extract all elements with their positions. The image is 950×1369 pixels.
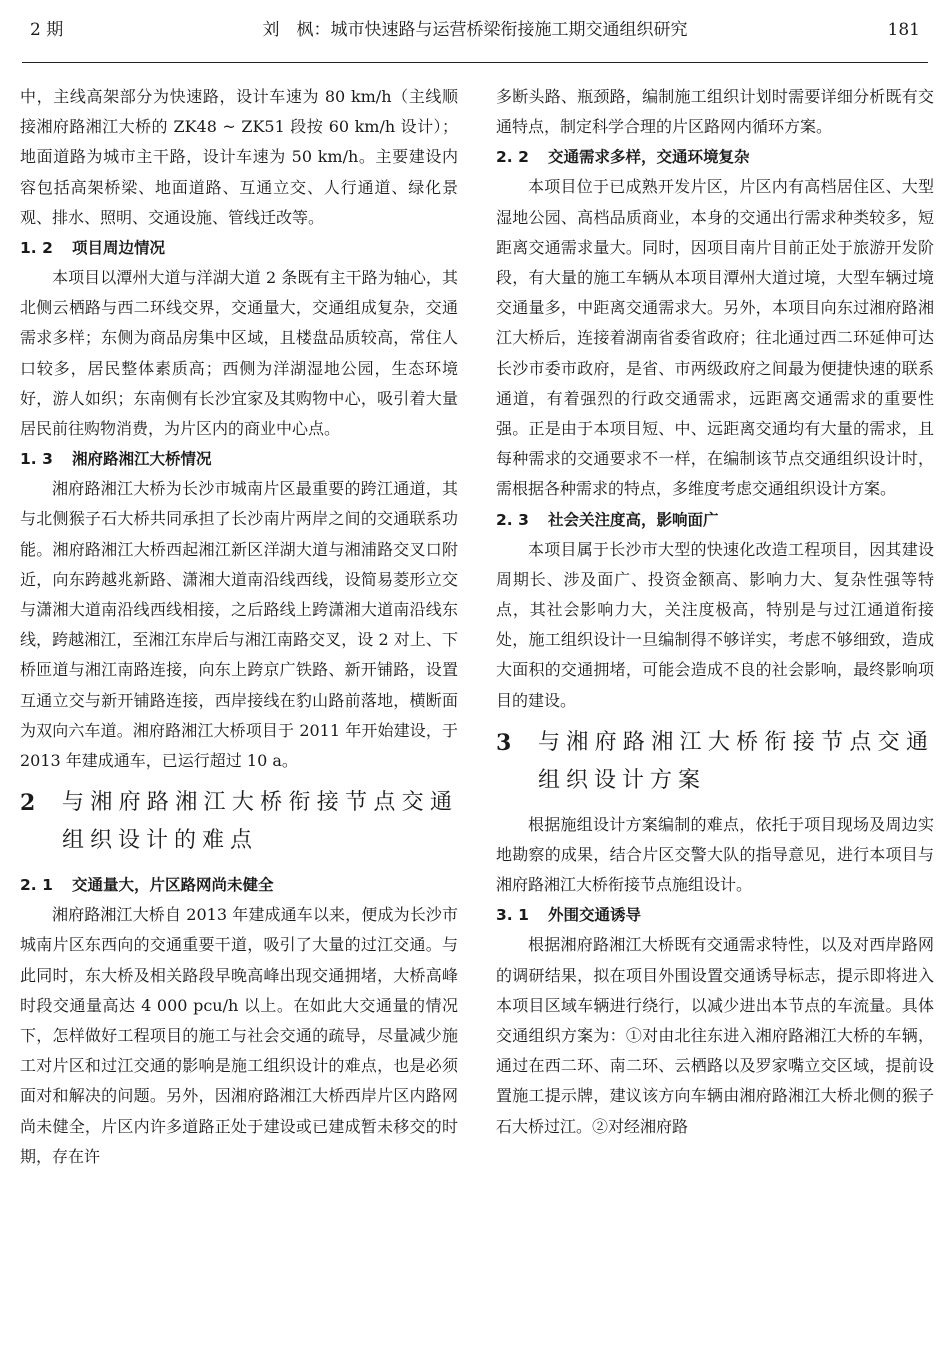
section-heading-2-1	[20, 870, 458, 900]
section-number: 2. 2	[496, 148, 529, 167]
section-number: 2. 1	[20, 876, 53, 895]
paragraph: 根据施组设计方案编制的难点，依托于项目现场及周边实地勘察的成果，结合片区交警大队的指导意见，进行本项目与湘府路湘江大桥衔接节点施组设计。	[496, 814, 934, 895]
section-number: 1. 2	[20, 239, 53, 258]
header-rule	[22, 62, 928, 63]
chapter-heading-3	[496, 724, 934, 800]
left-column	[20, 82, 458, 1172]
section-title: 社会关注度高，影响面广	[548, 510, 719, 529]
running-header	[22, 10, 928, 50]
paragraph: 多断头路、瓶颈路，编制施工组织计划时需要详细分析既有交通特点，制定科学合理的片区路网内循环方案。	[496, 87, 934, 137]
section-heading-2-3	[496, 505, 934, 535]
section-title: 湘府路湘江大桥情况	[72, 450, 212, 469]
chapter-heading-2	[20, 784, 458, 860]
section-title: 交通需求多样，交通环境复杂	[548, 148, 750, 167]
paragraph: 根据湘府路湘江大桥既有交通需求特性，以及对西岸路网的调研结果，拟在项目外围设置交通诱导标志，提示即将进入本项目区域车辆进行绕行，以减少进出本节点的车流量。具体交通组织方案为：①对由北往东进入湘府路湘江大桥的车辆，通过在西二环、南二环、云栖路以及罗家嘴立交区域，提前设置施工提示牌，建议该方向车辆由湘府路湘江大桥北侧的猴子石大桥过江。②对经湘府路	[496, 935, 934, 1136]
chapter-title: 与湘府路湘江大桥衔接节点交通组织设计方案	[538, 729, 934, 793]
paragraph: 本项目以潭州大道与洋湖大道 2 条既有主干路为轴心，其北侧云栖路与西二环线交界，交通量大，交通组成复杂，交通需求多样；东侧为商品房集中区域，且楼盘品质较高，常住人口较多，居民整体素质高；西侧为洋湖湿地公园，生态环境好，游人如织；东南侧有长沙宜家及其购物中心，吸引着大量居民前往购物消费，为片区内的商业中心点。	[20, 268, 458, 439]
running-title: 刘 枫：城市快速路与运营桥梁衔接施工期交通组织研究	[262, 20, 688, 40]
section-title: 项目周边情况	[72, 239, 166, 258]
section-title: 外围交通诱导	[548, 906, 642, 925]
section-heading-2-2	[496, 142, 934, 172]
paragraph: 本项目位于已成熟开发片区，片区内有高档居住区、大型湿地公园、高档品质商业，本身的交通出行需求种类较多，短距离交通需求量大。同时，因项目南片目前正处于旅游开发阶段，有大量的施工车辆从本项目潭州大道过境，大型车辆过境交通量多，中距离交通需求大。另外，本项目向东过湘府路湘江大桥后，连接着湖南省委省政府；往北通过西二环延伸可达长沙市委市政府，是省、市两级政府之间最为便捷快速的联系通道，有着强烈的行政交通需求，远距离交通需求的重要性强。正是由于本项目短、中、远距离交通均有大量的需求，且每种需求的交通要求不一样，在编制该节点交通组织设计时，需根据各种需求的特点，多维度考虑交通组织设计方案。	[496, 177, 934, 499]
section-number: 3. 1	[496, 906, 529, 925]
section-number: 1. 3	[20, 450, 53, 469]
paragraph: 中，主线高架部分为快速路，设计车速为 80 km/h（主线顺接湘府路湘江大桥的 ZK48 ~ ZK51 段按 60 km/h 设计）；地面道路为城市主干路，设计车速为 50 km/h。主要建设内容包括高架桥梁、地面道路、互通立交、人行通道、绿化景观、排水、照明、交通设施、管线迁改等。	[20, 87, 458, 227]
right-column	[496, 82, 934, 1142]
chapter-title: 与湘府路湘江大桥衔接节点交通组织设计的难点	[62, 790, 458, 854]
issue-number: 2 期	[30, 20, 64, 40]
section-heading-3-1	[496, 900, 934, 930]
section-number: 2. 3	[496, 510, 529, 529]
paragraph: 本项目属于长沙市大型的快速化改造工程项目，因其建设周期长、涉及面广、投资金额高、影响力大、复杂性强等特点，其社会影响力大，关注度极高，特别是与过江通道衔接处，施工组织设计一旦编制得不够详实，考虑不够细致，造成大面积的交通拥堵，可能会造成不良的社会影响，最终影响项目的建设。	[496, 539, 934, 710]
chapter-number: 2	[20, 790, 36, 817]
chapter-number: 3	[496, 729, 512, 756]
paragraph: 湘府路湘江大桥为长沙市城南片区最重要的跨江通道，其与北侧猴子石大桥共同承担了长沙南片两岸之间的交通联系功能。湘府路湘江大桥西起湘江新区洋湖大道与湘浦路交叉口附近，向东跨越兆新路、潇湘大道南沿线西线，设简易菱形立交与潇湘大道南沿线西线相接，之后路线上跨潇湘大道南沿线东线，跨越湘江，至湘江东岸后与湘江南路交叉，设 2 对上、下桥匝道与湘江南路连接，向东上跨京广铁路、新开铺路，设置互通立交与新开铺路连接，西岸接线在豹山路前落地，横断面为双向六车道。湘府路湘江大桥项目于 2011 年开始建设，于 2013 年建成通车，已运行超过 10 a。	[20, 479, 458, 771]
section-title: 交通量大，片区路网尚未健全	[72, 876, 274, 895]
section-heading-1-3	[20, 444, 458, 474]
paragraph: 湘府路湘江大桥自 2013 年建成通车以来，便成为长沙市城南片区东西向的交通重要干道，吸引了大量的过江交通。与此同时，东大桥及相关路段早晚高峰出现交通拥堵，大桥高峰时段交通量高达 4 000 pcu/h 以上。在如此大交通量的情况下，怎样做好工程项目的施工与社会交通的疏导，尽量减少施工对片区和过江交通的影响是施工组织设计的难点，也是必须面对和解决的问题。另外，因湘府路湘江大桥西岸片区内路网尚未健全，片区内许多道路正处于建设或已建成暂未移交的时期，存在许	[20, 905, 458, 1166]
section-heading-1-2	[20, 233, 458, 263]
page-number: 181	[887, 20, 920, 40]
